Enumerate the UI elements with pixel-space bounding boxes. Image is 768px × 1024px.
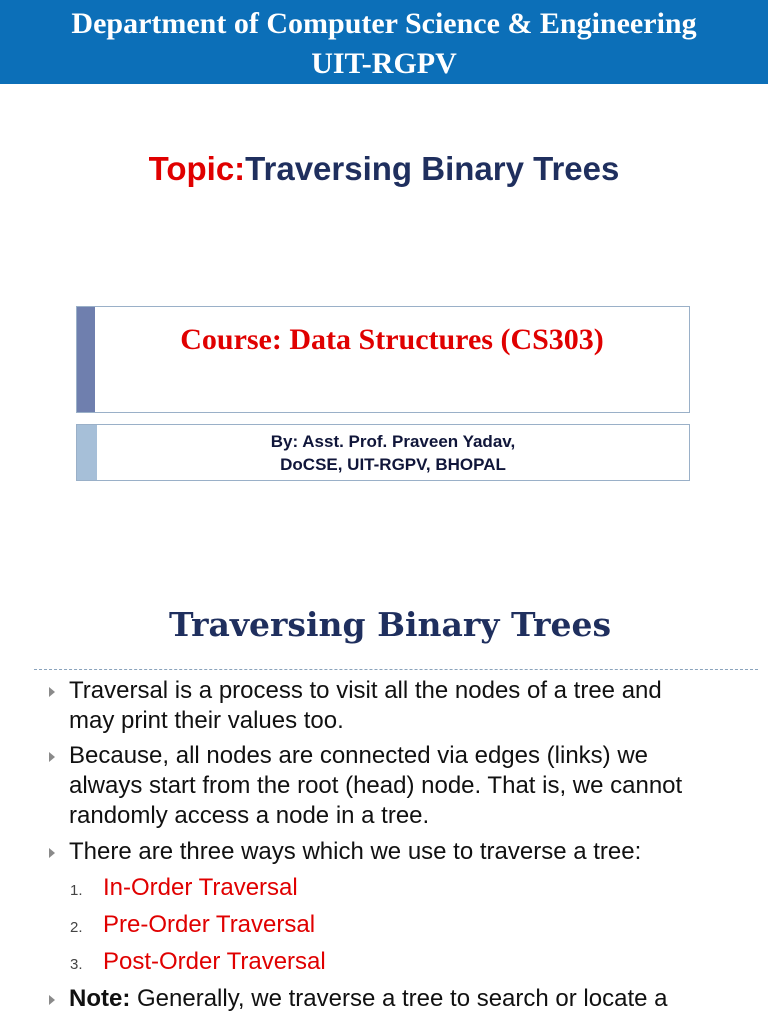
slide-title: Traversing Binary Trees: [168, 605, 612, 644]
bullet-item: [69, 741, 722, 831]
list-number: 1.: [70, 882, 83, 899]
bullet-line: Because, all nodes are connected via edges (links) we: [69, 742, 648, 769]
course-title: Course: Data Structures (CS303): [180, 323, 604, 356]
bullet-line: may print their values too.: [69, 707, 344, 734]
author-info: [97, 430, 689, 476]
author-accent-bar: [77, 425, 97, 480]
note-label: Note:: [69, 985, 131, 1012]
triangle-bullet-icon: [47, 686, 57, 698]
bullet-line: Traversal is a process to visit all the nodes of a tree and: [69, 677, 662, 704]
header-banner: [0, 0, 768, 84]
note-item: [69, 984, 722, 1014]
topic-heading: [0, 148, 768, 190]
topic-label: Topic:: [148, 150, 246, 187]
bullet-line: always start from the root (head) node. That is, we cannot: [69, 772, 683, 799]
traversal-label: Post-Order Traversal: [103, 948, 326, 975]
traversal-label: In-Order Traversal: [103, 874, 298, 901]
department-title: Department of Computer Science & Engineering: [71, 7, 697, 40]
title-divider: [34, 669, 758, 670]
traversal-item-pre-order: [70, 910, 670, 943]
author-line-1: By: Asst. Prof. Praveen Yadav,: [270, 432, 516, 451]
course-accent-bar: [77, 307, 95, 412]
traversal-label: Pre-Order Traversal: [103, 911, 316, 938]
topic-text: Traversing Binary Trees: [245, 150, 620, 187]
institute-name: UIT-RGPV: [311, 47, 457, 80]
traversal-item-post-order: [70, 947, 670, 980]
note-text: Generally, we traverse a tree to search or locate a: [137, 985, 668, 1012]
bullet-item: [69, 676, 722, 736]
author-box: [76, 424, 690, 481]
bullet-line: randomly access a node in a tree.: [69, 802, 430, 829]
bullet-item: [69, 837, 722, 867]
course-box: [76, 306, 690, 413]
list-number: 2.: [70, 919, 83, 936]
author-line-2: DoCSE, UIT-RGPV, BHOPAL: [280, 455, 506, 474]
list-number: 3.: [70, 956, 83, 973]
traversal-item-in-order: [70, 873, 670, 906]
bullet-line: There are three ways which we use to traverse a tree:: [69, 838, 642, 865]
triangle-bullet-icon: [47, 994, 57, 1006]
triangle-bullet-icon: [47, 847, 57, 859]
triangle-bullet-icon: [47, 751, 57, 763]
